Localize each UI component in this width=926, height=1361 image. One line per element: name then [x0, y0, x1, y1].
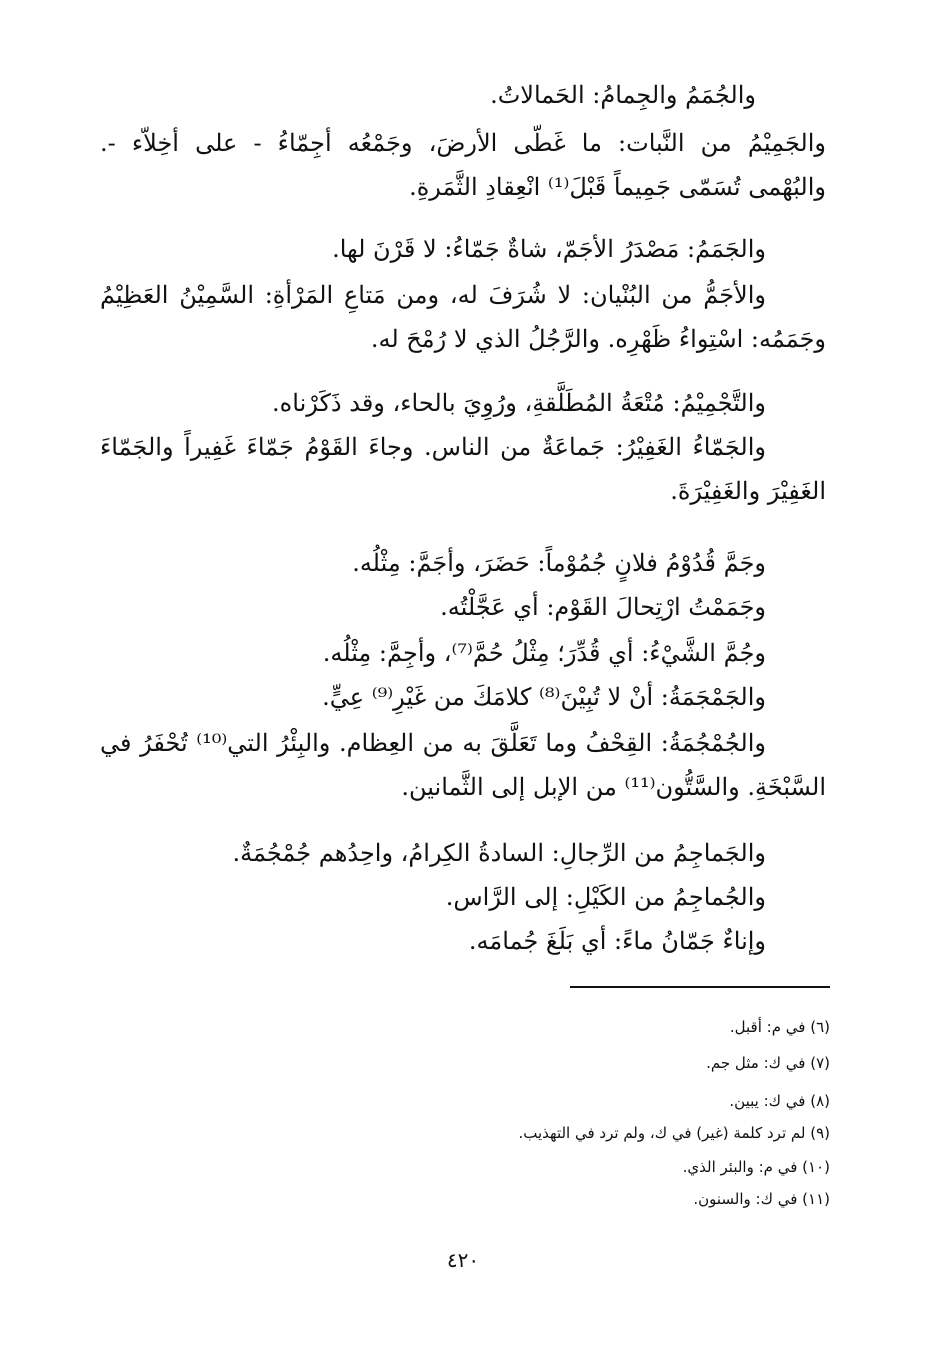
- footnote-separator: [570, 986, 830, 988]
- text-line-8: والجَمّاءُ الغَفِيْرُ: جَماعَةٌ من الناس. وجاءَ القَوْمُ جَمّاءَ غَفِيراً والجَمّاءَ: [100, 433, 766, 461]
- text-line-4: والجَمَمُ: مَصْدَرُ الأجَمّ، شاةٌ جَمّاءُ: لا قَرْنَ لها.: [332, 235, 766, 263]
- text-line-16: والجَماجِمُ من الرِّجالِ: السادةُ الكِرامُ، واحِدُهم جُمْجُمَةٌ.: [232, 839, 766, 867]
- footnote-9: (٩) لم ترد كلمة (غير) في ك، ولم ترد في التهذيب.: [518, 1124, 830, 1142]
- footnote-6: (٦) في م: أقبل.: [729, 1018, 830, 1036]
- text-line-1: والجُمَمُ والجِمامُ: الحَمالاتُ.: [490, 81, 756, 109]
- text-line-6: وجَمَمُه: اسْتِواءُ ظَهْرِه. والرَّجُلُ الذي لا رُمْحَ له.: [370, 325, 826, 353]
- footnote-11: (١١) في ك: والسنون.: [693, 1190, 830, 1208]
- text-line-17: والجُماجِمُ من الكَيْلِ: إلى الرَّاس.: [445, 883, 766, 911]
- footnote-7: (٧) في ك: مثل جم.: [706, 1054, 830, 1072]
- text-line-10: وجَمَّ قُدُوْمُ فلانٍ جُمُوْماً: حَضَرَ، وأجَمَّ: مِثْلُه.: [352, 549, 766, 577]
- text-line-9: الغَفِيْرَ والغَفِيْرَةَ.: [670, 477, 826, 505]
- text-line-15: السَّبْخَةِ. والسَّتُّون⁽¹¹⁾ من الإبل إلى الثَّمانين.: [401, 773, 826, 801]
- text-line-7: والتَّجْمِيْمُ: مُتْعَةُ المُطَلَّقةِ، ورُوِيَ بالحاء، وقد ذَكَرْناه.: [272, 389, 766, 417]
- text-line-5: والأجَمُّ من البُنْيان: لا شُرَفَ له، ومن مَتاعِ المَرْأةِ: السَّمِيْنُ العَظِيْمُ: [100, 281, 766, 309]
- text-line-2: والجَمِيْمُ من النَّبات: ما غَطّى الأرضَ، وجَمْعُه أجِمّاءُ - على أخِلاّء -.: [100, 129, 826, 157]
- text-line-3: والبُهْمى تُسَمّى جَمِيماً قَبْلَ⁽¹⁾ انْعِقادِ الثَّمَرةِ.: [409, 173, 826, 201]
- text-line-13: والجَمْجَمَةُ: أنْ لا تُبِيْنَ⁽⁸⁾ كلامَكَ من غَيْرِ⁽⁹⁾ عِيٍّ.: [322, 683, 766, 711]
- text-line-18: وإناءٌ جَمّانُ ماءً: أي بَلَغَ جُمامَه.: [468, 927, 766, 955]
- text-line-12: وجُمَّ الشَّيْءُ: أي قُدِّرَ؛ مِثْلُ حُمَّ⁽⁷⁾، وأجِمَّ: مِثْلُه.: [322, 639, 766, 667]
- footnote-8: (٨) في ك: يبين.: [729, 1092, 830, 1110]
- footnote-10: (١٠) في م: والبئر الذي.: [682, 1158, 830, 1176]
- page-number: ٤٢٠: [446, 1248, 480, 1272]
- text-line-14: والجُمْجُمَةُ: القِحْفُ وما تَعَلَّقَ به من العِظام. والبِئْرُ التي⁽¹⁰⁾ تُحْفَرُ في: [100, 729, 766, 757]
- text-line-11: وجَمَمْتُ ارْتِحالَ القَوْم: أي عَجَّلْتُه.: [440, 593, 766, 621]
